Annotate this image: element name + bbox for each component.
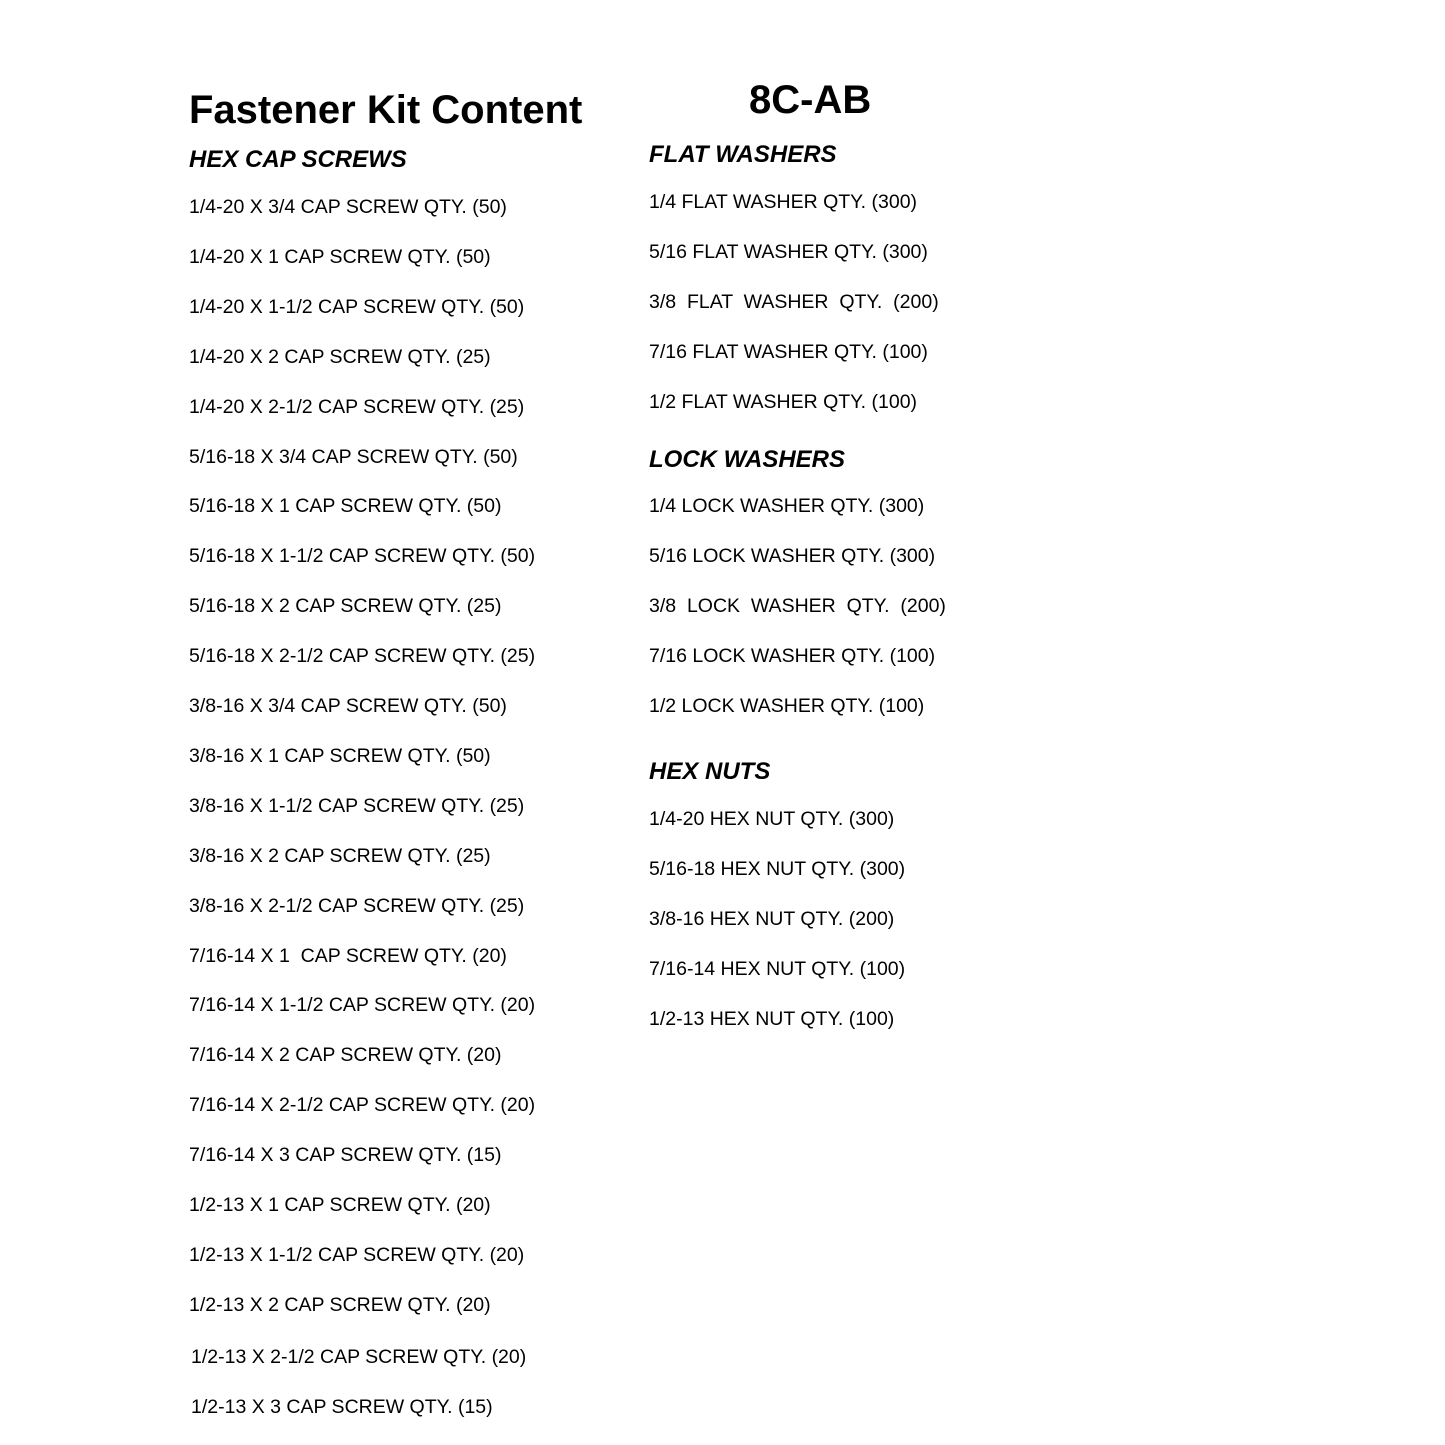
list-item: 1/4-20 X 3/4 CAP SCREW QTY. (50) [189,196,507,218]
list-item: 1/2-13 X 2 CAP SCREW QTY. (20) [189,1293,491,1316]
section-heading-hex-nuts: HEX NUTS [649,758,771,785]
list-item: 3/8-16 X 3/4 CAP SCREW QTY. (50) [189,695,507,717]
list-item: 7/16-14 X 1 CAP SCREW QTY. (20) [189,944,507,967]
list-item: 5/16-18 X 1 CAP SCREW QTY. (50) [189,495,502,518]
list-item: 3/8-16 X 2-1/2 CAP SCREW QTY. (25) [189,894,525,917]
list-item: 5/16-18 X 2-1/2 CAP SCREW QTY. (25) [189,645,536,668]
list-item: 1/4-20 X 2 CAP SCREW QTY. (25) [189,345,491,368]
list-item: 3/8 FLAT WASHER QTY. (200) [649,291,939,313]
list-item: 1/2-13 X 2-1/2 CAP SCREW QTY. (20) [191,1345,527,1368]
list-item: 5/16-18 X 3/4 CAP SCREW QTY. (50) [189,445,518,468]
list-item: 7/16-14 X 2-1/2 CAP SCREW QTY. (20) [189,1094,536,1117]
section-heading-lock-washers: LOCK WASHERS [649,446,846,473]
list-item: 1/2-13 HEX NUT QTY. (100) [649,1008,895,1030]
list-item: 1/4-20 X 1 CAP SCREW QTY. (50) [189,245,491,268]
list-item: 7/16-14 X 3 CAP SCREW QTY. (15) [189,1144,502,1167]
section-heading-flat-washers: FLAT WASHERS [649,141,837,168]
list-item: 7/16-14 HEX NUT QTY. (100) [649,958,906,980]
list-item: 1/4-20 X 1-1/2 CAP SCREW QTY. (50) [189,295,525,318]
list-item: 7/16-14 X 1-1/2 CAP SCREW QTY. (20) [189,994,536,1017]
list-item: 5/16-18 HEX NUT QTY. (300) [649,858,906,880]
list-item: 1/4 LOCK WASHER QTY. (300) [649,495,925,517]
list-item: 1/2-13 X 1-1/2 CAP SCREW QTY. (20) [189,1243,525,1266]
page-title: Fastener Kit Content [189,88,583,132]
list-item: 1/4-20 HEX NUT QTY. (300) [649,808,895,830]
list-item: 3/8-16 X 2 CAP SCREW QTY. (25) [189,844,491,867]
list-item: 1/2 LOCK WASHER QTY. (100) [649,695,925,717]
list-item: 3/8-16 HEX NUT QTY. (200) [649,908,895,930]
list-item: 3/8 LOCK WASHER QTY. (200) [649,595,946,617]
list-item: 3/8-16 X 1 CAP SCREW QTY. (50) [189,744,491,767]
list-item: 5/16 FLAT WASHER QTY. (300) [649,241,928,263]
list-item: 7/16 FLAT WASHER QTY. (100) [649,341,928,363]
list-item: 1/2-13 X 3 CAP SCREW QTY. (15) [191,1395,493,1418]
list-item: 3/8-16 X 1-1/2 CAP SCREW QTY. (25) [189,794,525,817]
list-item: 5/16 LOCK WASHER QTY. (300) [649,545,936,567]
section-heading-hex-cap-screws: HEX CAP SCREWS [189,146,407,173]
list-item: 7/16-14 X 2 CAP SCREW QTY. (20) [189,1044,502,1067]
list-item: 1/4 FLAT WASHER QTY. (300) [649,191,918,213]
list-item: 5/16-18 X 1-1/2 CAP SCREW QTY. (50) [189,545,536,568]
list-item: 1/2 FLAT WASHER QTY. (100) [649,391,918,413]
list-item: 5/16-18 X 2 CAP SCREW QTY. (25) [189,595,502,618]
kit-code: 8C-AB [749,78,872,122]
list-item: 1/2-13 X 1 CAP SCREW QTY. (20) [189,1194,491,1216]
list-item: 7/16 LOCK WASHER QTY. (100) [649,645,936,667]
list-item: 1/4-20 X 2-1/2 CAP SCREW QTY. (25) [189,395,525,418]
